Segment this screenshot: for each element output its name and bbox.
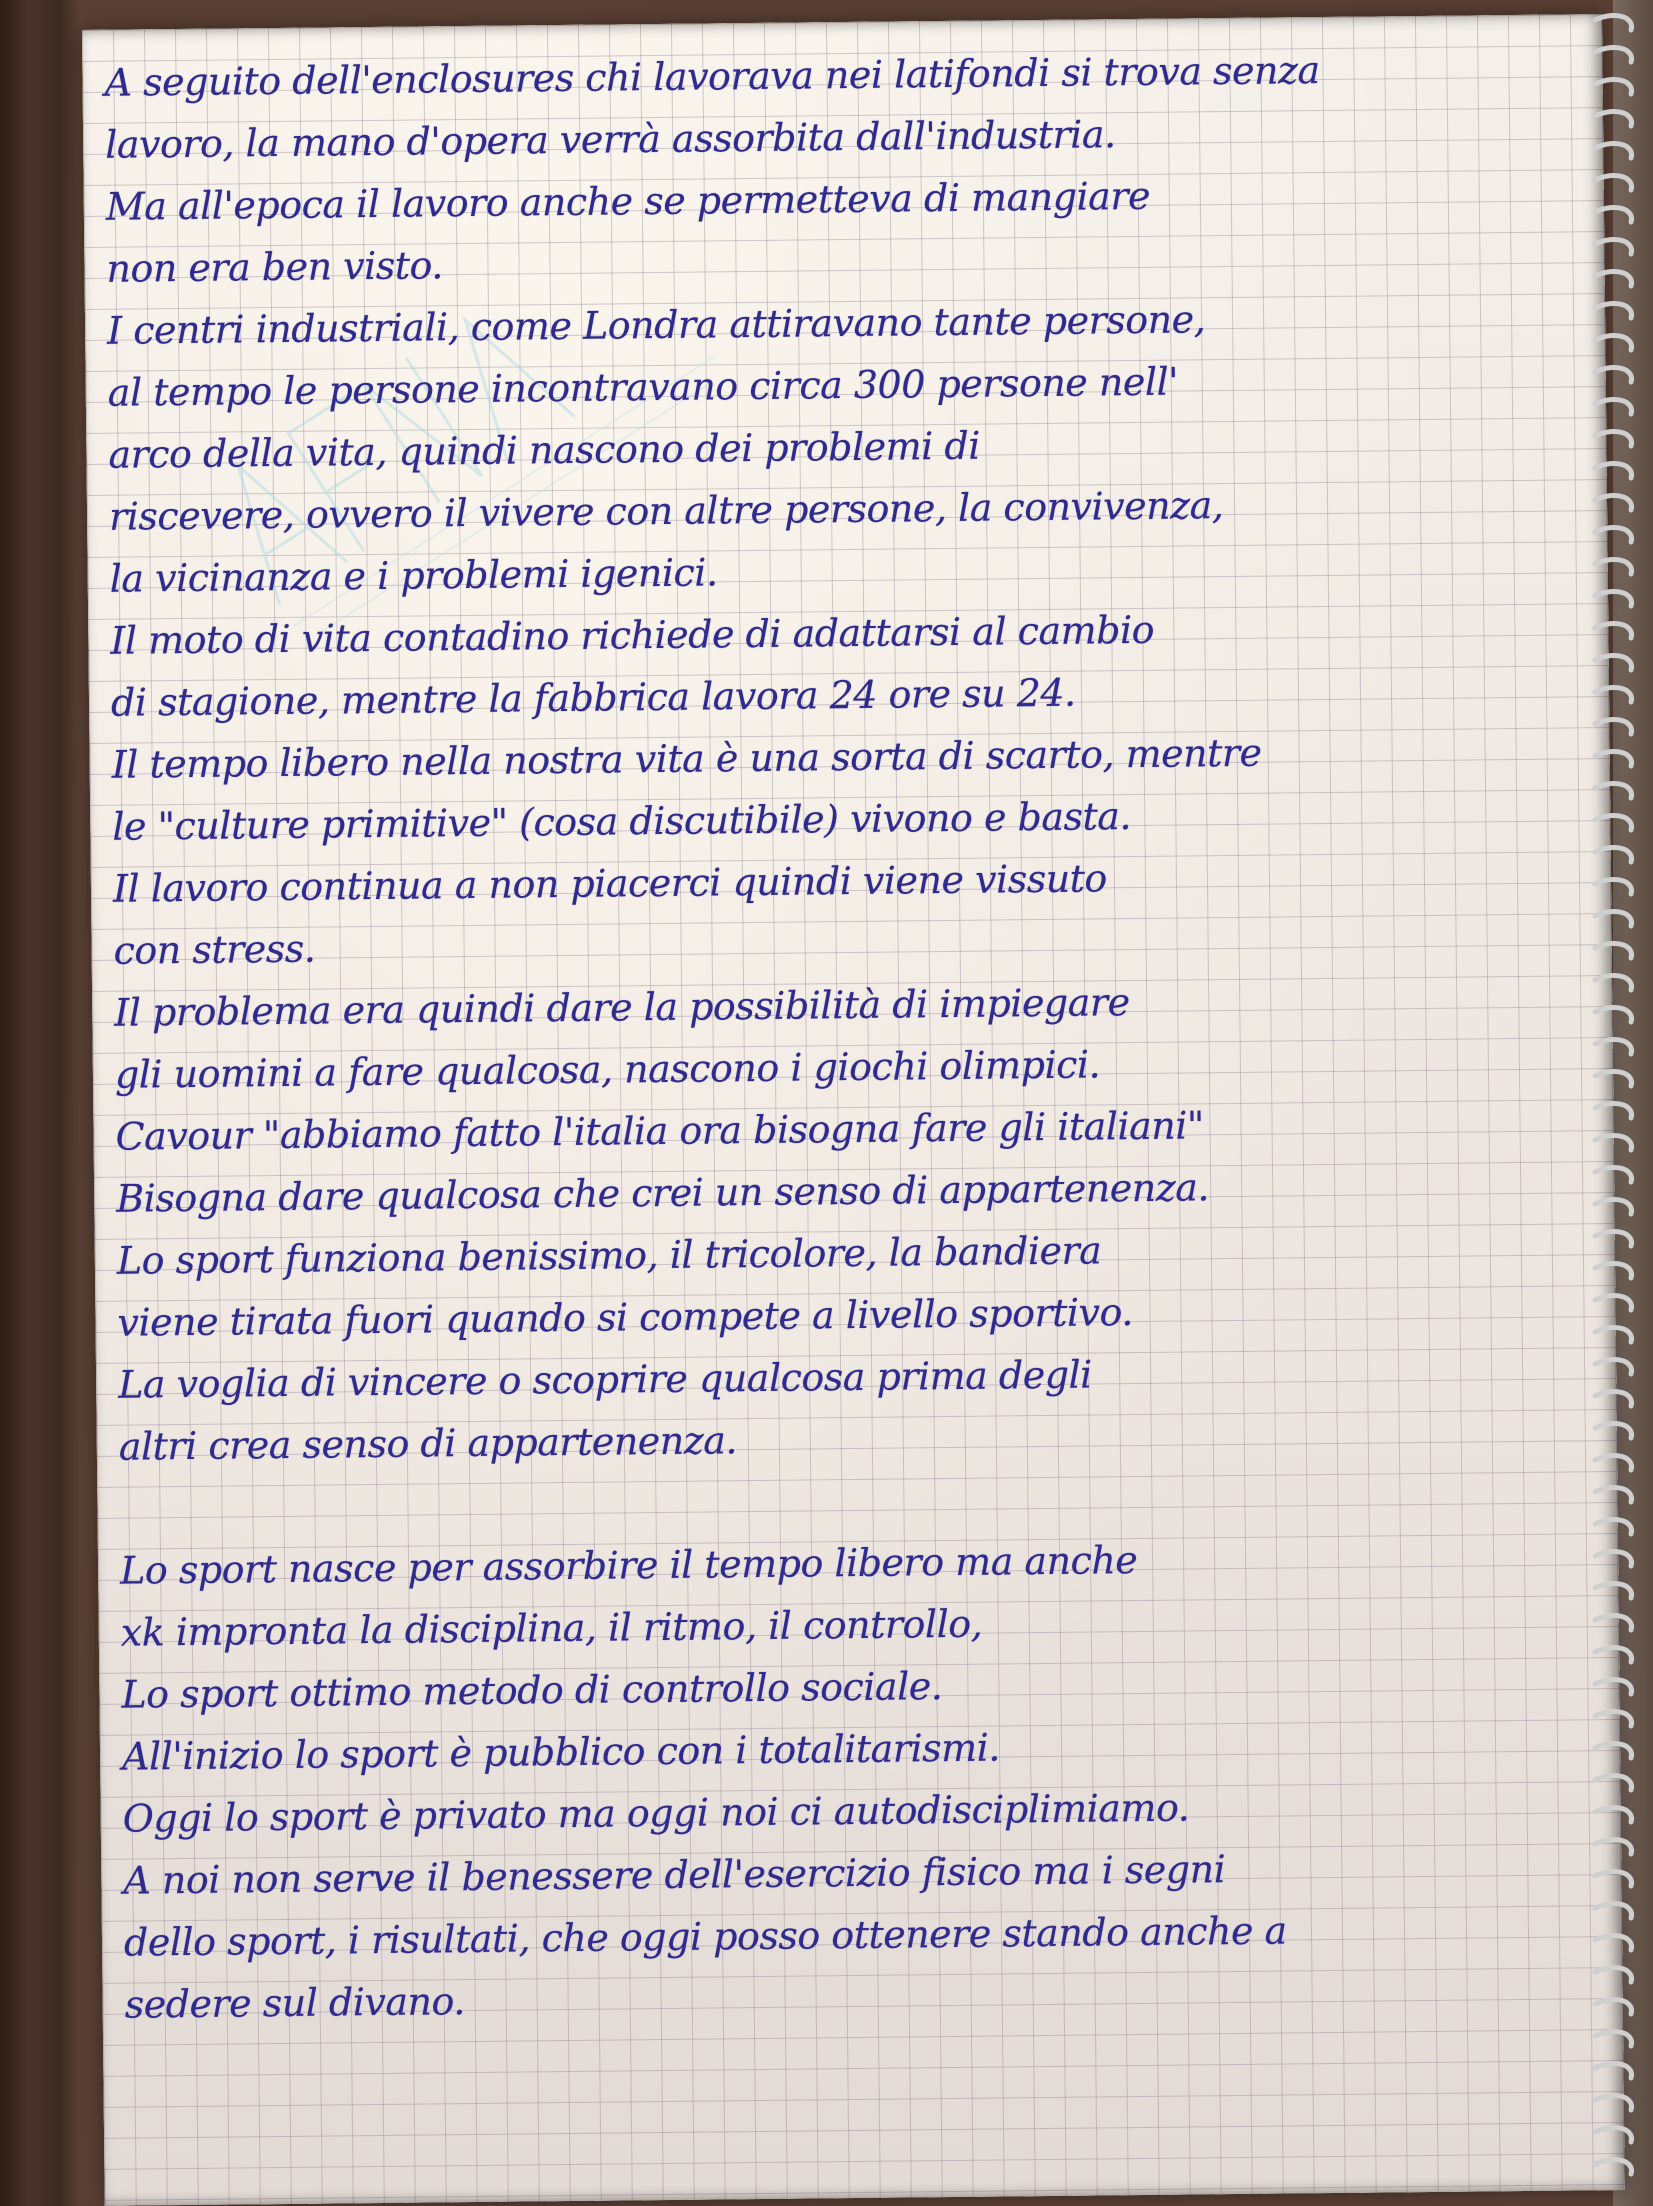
note-line: sedere sul divano. xyxy=(124,1979,466,2027)
note-line: altri crea senso di appartenenza. xyxy=(118,1418,738,1469)
spiral-coil xyxy=(1595,1039,1632,1054)
note-line: di stagione, mentre la fabbrica lavora 24 ore su 24. xyxy=(110,670,1076,725)
spiral-coil xyxy=(1595,175,1632,190)
spiral-coil xyxy=(1595,1359,1632,1374)
note-line: Ma all'epoca il lavoro anche se permetteva di mangiare xyxy=(105,173,1151,229)
spiral-coil xyxy=(1595,719,1632,734)
note-line: A seguito dell'enclosures chi lavorava nei latifondi si trova senza xyxy=(104,48,1320,105)
spiral-coil xyxy=(1595,1967,1632,1982)
spiral-coil xyxy=(1595,2031,1632,2046)
spiral-binding xyxy=(1587,0,1643,2206)
spiral-coil xyxy=(1595,2063,1632,2078)
spiral-coil xyxy=(1595,1007,1632,1022)
spiral-coil xyxy=(1595,975,1632,990)
spiral-coil xyxy=(1595,1135,1632,1150)
spiral-coil xyxy=(1595,879,1632,894)
spiral-coil xyxy=(1595,2095,1632,2110)
spiral-coil xyxy=(1595,111,1632,126)
spiral-coil xyxy=(1595,1455,1632,1470)
note-line: con stress. xyxy=(113,926,316,973)
spiral-coil xyxy=(1595,1743,1632,1758)
spiral-coil xyxy=(1595,1423,1632,1438)
note-line: Oggi lo sport è privato ma oggi noi ci autodisciplimiamo. xyxy=(122,1785,1190,1841)
spiral-coil xyxy=(1595,2159,1632,2174)
note-line: La voglia di vincere o scoprire qualcosa prima degli xyxy=(117,1352,1093,1407)
spiral-coil xyxy=(1595,399,1632,414)
spiral-coil xyxy=(1595,335,1632,350)
spiral-coil xyxy=(1595,1679,1632,1694)
note-line: Lo sport nasce per assorbire il tempo libero ma anche xyxy=(119,1538,1138,1593)
note-line: arco della vita, quindi nascono dei problemi di xyxy=(108,423,981,477)
spiral-coil xyxy=(1595,655,1632,670)
spiral-coil xyxy=(1595,847,1632,862)
spiral-coil xyxy=(1595,1583,1632,1598)
note-line: Lo sport funziona benissimo, il tricolore, la bandiera xyxy=(116,1228,1102,1283)
notebook-page xyxy=(82,14,1625,2206)
spiral-coil xyxy=(1595,2127,1632,2142)
spiral-coil xyxy=(1595,783,1632,798)
spiral-coil xyxy=(1595,623,1632,638)
spiral-coil xyxy=(1595,1871,1632,1886)
note-line: Il lavoro continua a non piacerci quindi viene vissuto xyxy=(112,856,1108,911)
spiral-coil xyxy=(1595,1999,1632,2014)
spiral-coil xyxy=(1595,367,1632,382)
spiral-coil xyxy=(1595,1391,1632,1406)
handwritten-notes xyxy=(104,36,1585,2035)
spiral-coil xyxy=(1595,143,1632,158)
note-line: Il moto di vita contadino richiede di adattarsi al cambio xyxy=(110,607,1155,663)
spiral-coil xyxy=(1595,271,1632,286)
note-line: gli uomini a fare qualcosa, nascono i giochi olimpici. xyxy=(114,1042,1101,1097)
spiral-coil xyxy=(1595,687,1632,702)
note-line: al tempo le persone incontravano circa 300 persone nell' xyxy=(107,359,1179,415)
note-line: Il problema era quindi dare la possibilità di impiegare xyxy=(114,980,1130,1035)
spiral-coil xyxy=(1595,303,1632,318)
spiral-coil xyxy=(1595,559,1632,574)
spiral-coil xyxy=(1595,911,1632,926)
spiral-coil xyxy=(1595,1103,1632,1118)
note-line: Lo sport ottimo metodo di controllo sociale. xyxy=(121,1664,943,1717)
spiral-coil xyxy=(1595,1327,1632,1342)
spiral-coil xyxy=(1595,1167,1632,1182)
spiral-coil xyxy=(1595,463,1632,478)
note-line: A noi non serve il benessere dell'esercizio fisico ma i segni xyxy=(123,1847,1226,1903)
note-line: lavoro, la mano d'opera verrà assorbita dall'industria. xyxy=(104,112,1116,167)
spiral-coil xyxy=(1595,815,1632,830)
spiral-coil xyxy=(1595,207,1632,222)
spiral-coil xyxy=(1595,943,1632,958)
note-line: Cavour "abbiamo fatto l'italia ora bisogna fare gli italiani" xyxy=(115,1103,1205,1159)
spiral-coil xyxy=(1595,1839,1632,1854)
note-line: le "culture primitive" (cosa discutibile) vivono e basta. xyxy=(112,794,1132,849)
note-line: Il tempo libero nella nostra vita è una sorta di scarto, mentre xyxy=(111,730,1262,787)
spiral-coil xyxy=(1595,1231,1632,1246)
spiral-coil xyxy=(1595,431,1632,446)
spiral-coil xyxy=(1595,1487,1632,1502)
spiral-coil xyxy=(1595,1551,1632,1566)
spiral-coil xyxy=(1595,495,1632,510)
spiral-coil xyxy=(1595,1903,1632,1918)
note-line: non era ben visto. xyxy=(106,243,444,291)
spiral-coil xyxy=(1595,1199,1632,1214)
note-line: I centri industriali, come Londra attiravano tante persone, xyxy=(106,297,1206,353)
spiral-coil xyxy=(1595,751,1632,766)
spiral-coil xyxy=(1595,15,1632,30)
spiral-coil xyxy=(1595,1775,1632,1790)
note-line: dello sport, i risultati, che oggi posso ottenere stando anche a xyxy=(123,1908,1287,1965)
spiral-coil xyxy=(1595,1295,1632,1310)
spiral-coil xyxy=(1595,1263,1632,1278)
note-line: Bisogna dare qualcosa che crei un senso di appartenenza. xyxy=(116,1165,1210,1221)
spiral-coil xyxy=(1595,1807,1632,1822)
spiral-coil xyxy=(1595,79,1632,94)
spiral-coil xyxy=(1595,1519,1632,1534)
note-line: riscevere, ovvero il vivere con altre persone, la convivenza, xyxy=(108,483,1224,539)
spiral-coil xyxy=(1595,1647,1632,1662)
spiral-coil xyxy=(1595,47,1632,62)
note-line: viene tirata fuori quando si compete a livello sportivo. xyxy=(117,1290,1134,1345)
spiral-coil xyxy=(1595,1935,1632,1950)
spiral-coil xyxy=(1595,527,1632,542)
note-line: All'inizio lo sport è pubblico con i totalitarismi. xyxy=(121,1725,1001,1779)
spiral-coil xyxy=(1595,1711,1632,1726)
spiral-coil xyxy=(1595,239,1632,254)
note-line: xk impronta la disciplina, il ritmo, il controllo, xyxy=(120,1601,983,1655)
spiral-coil xyxy=(1595,591,1632,606)
note-line: la vicinanza e i problemi igenici. xyxy=(109,550,718,601)
spiral-coil xyxy=(1595,1071,1632,1086)
spiral-coil xyxy=(1595,1615,1632,1630)
